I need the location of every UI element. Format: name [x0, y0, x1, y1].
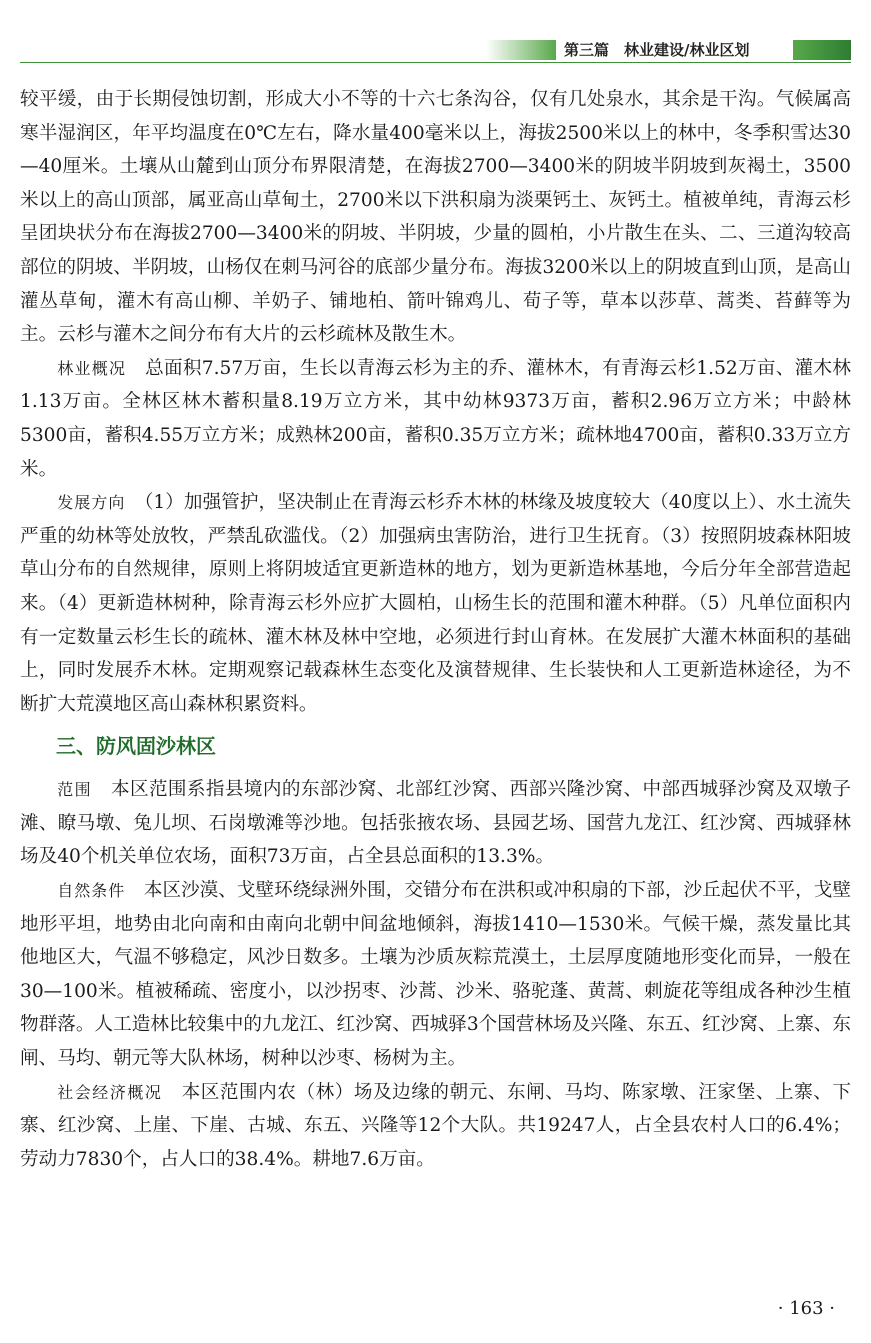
running-header [20, 38, 851, 64]
text-development-direction: （1）加强管护，坚决制止在青海云杉乔木林的林缘及坡度较大（40度以上）、水土流失严重的幼林等处放牧，严禁乱砍滥伐。（2）加强病虫害防治，进行卫生抚育。（3）按照阴坡森林阳坡草山分布的自然规律，原则上将阴坡适宜更新造林的地方，划为更新造林基地，今后分年全部营造起来。（4）更新造林树种，除青海云杉外应扩大圆柏，山杨生长的范围和灌木种群。（5）凡单位面积内有一定数量云杉生长的疏林、灌木林及林中空地，必须进行封山育林。在发展扩大灌木林面积的基础上，同时发展乔木林。定期观察记载森林生态变化及演替规律、生长装快和人工更新造林途径，为不断扩大荒漠地区高山森林积累资料。 [20, 492, 851, 715]
page-number: · 163 · [777, 1298, 835, 1319]
term-forestry-overview: 林业概况 [57, 358, 127, 378]
term-natural-conditions: 自然条件 [57, 881, 126, 901]
term-development-direction: 发展方向 [57, 493, 126, 513]
body-text [20, 83, 851, 1176]
text-socioeconomic: 本区范围内农（林）场及边缘的朝元、东闸、马均、陈家墩、汪家堡、上寨、下寨、红沙窝、上崖、下崖、古城、东五、兴隆等12个大队。共19247人，占全县农村人口的6.4%；劳动力7830个，占人口的38.4%。耕地7.6万亩。 [20, 1081, 851, 1170]
header-rule [20, 62, 851, 63]
header-decor-bar-right [793, 40, 851, 60]
term-socioeconomic: 社会经济概况 [57, 1082, 163, 1102]
paragraph-socioeconomic [20, 1076, 851, 1177]
text-scope: 本区范围系指县境内的东部沙窝、北部红沙窝、西部兴隆沙窝、中部西城驿沙窝及双墩子滩、瞭马墩、兔儿坝、石岗墩滩等沙地。包括张掖农场、县园艺场、国营九龙江、红沙窝、西城驿林场及40个机关单位农场，面积73万亩，占全县总面积的13.3%。 [20, 779, 851, 868]
header-decor-bar-left [486, 40, 556, 60]
text-forestry-overview: 总面积7.57万亩，生长以青海云杉为主的乔、灌林木，有青海云杉1.52万亩、灌木林1.13万亩。全林区林木蓄积量8.19万立方米，其中幼林9373万亩，蓄积2.96万立方米；中龄林5300亩，蓄积4.55万立方米；成熟林200亩，蓄积0.35万立方米；疏林地4700亩，蓄积0.33万立方米。 [20, 357, 851, 480]
paragraph-natural-conditions [20, 874, 851, 1076]
paragraph-terrain-climate: 较平缓，由于长期侵蚀切割，形成大小不等的十六七条沟谷，仅有几处泉水，其余是干沟。气候属高寒半湿润区，年平均温度在0℃左右，降水量400毫米以上，海拔2500米以上的林中，冬季积雪达30—40厘米。土壤从山麓到山顶分布界限清楚，在海拔2700—3400米的阴坡半阴坡到灰褐土，3500米以上的高山顶部，属亚高山草甸土，2700米以下洪积扇为淡栗钙土、灰钙土。植被单纯，青海云杉呈团块状分布在海拔2700—3400米的阴坡、半阴坡，少量的圆柏，小片散生在头、二、三道沟较高部位的阴坡、半阴坡，山杨仅在刺马河谷的底部少量分布。海拔3200米以上的阴坡直到山顶，是高山灌丛草甸，灌木有高山柳、羊奶子、铺地柏、箭叶锦鸡儿、荀子等，草本以莎草、蒿类、苔藓等为主。云杉与灌木之间分布有大片的云杉疏林及散生木。 [20, 89, 851, 346]
paragraph-development-direction [20, 486, 851, 721]
header-title: 第三篇 林业建设/林业区划 [564, 41, 750, 59]
section-title: 三、防风固沙林区 [56, 734, 216, 759]
paragraph-scope [20, 773, 851, 874]
paragraph-forestry-overview [20, 352, 851, 486]
term-scope: 范围 [57, 780, 92, 800]
text-natural-conditions: 本区沙漠、戈壁环绕绿洲外围，交错分布在洪积或冲积扇的下部，沙丘起伏不平，戈壁地形平坦，地势由北向南和由南向北朝中间盆地倾斜，海拔1410—1530米。气候干燥，蒸发量比其他地区大，气温不够稳定，风沙日数多。土壤为沙质灰粽荒漠土，土层厚度随地形变化而异，一般在30—100米。植被稀疏、密度小，以沙拐枣、沙蒿、沙米、骆驼蓬、黄蒿、刺旋花等组成各种沙生植物群落。人工造林比较集中的九龙江、红沙窝、西城驿3个国营林场及兴隆、东五、红沙窝、上寨、东闸、马均、朝元等大队林场，树种以沙枣、杨树为主。 [20, 880, 851, 1070]
